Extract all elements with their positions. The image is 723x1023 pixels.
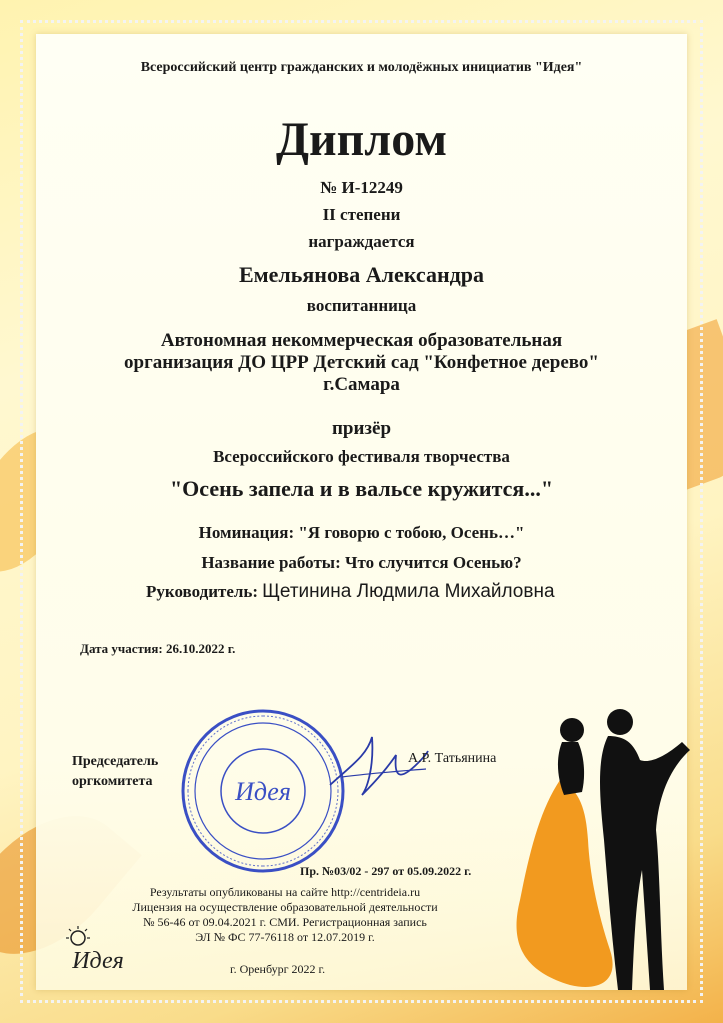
festival-name: "Осень запела и в вальсе кружится..." [169, 476, 554, 501]
document-title: Диплом [275, 113, 448, 166]
diploma-degree: II степени [322, 205, 401, 224]
recipient-status: воспитанница [306, 296, 417, 315]
recipient-name: Емельянова Александра [238, 262, 484, 287]
participation-date: Дата участия: 26.10.2022 г. [80, 641, 236, 656]
publication-line-1: Результаты опубликованы на сайте http://centrideia.ru [149, 885, 421, 899]
chair-title [72, 752, 158, 792]
institution-line-1: Автономная некоммерческая образовательная [160, 330, 563, 351]
institution [0, 330, 723, 396]
publication-info [90, 885, 480, 945]
chair-line-1: Председатель [72, 754, 159, 769]
idea-logo-icon [62, 924, 142, 976]
order-number: Пр. №03/02 - 297 от 05.09.2022 г. [300, 864, 472, 878]
svg-text:Идея: Идея [235, 777, 291, 806]
festival-label: Всероссийского фестиваля творчества [213, 447, 510, 466]
publication-line-4: ЭЛ № ФС 77-76118 от 12.07.2019 г. [195, 930, 375, 944]
diploma-number: № И-12249 [320, 178, 403, 197]
institution-city: г.Самара [323, 374, 400, 395]
leader-name: Щетинина Людмила Михайловна [262, 581, 555, 602]
leader-label: Руководитель: [146, 582, 259, 601]
dancers-illustration [500, 700, 705, 1000]
chair-line-2: оргкомитета [72, 774, 153, 789]
publication-line-2: Лицензия на осуществление образовательной деятельности [132, 900, 438, 914]
prize-text: призёр [331, 418, 392, 439]
svg-text:Идея: Идея [72, 948, 124, 974]
signer-name: А.Р. Татьянина [408, 751, 497, 766]
work-title: Название работы: Что случится Осенью? [201, 553, 522, 572]
institution-line-2: организация ДО ЦРР Детский сад "Конфетное дерево" [124, 352, 599, 373]
organization-name: Всероссийский центр гражданских и молодёжных инициатив "Идея" [140, 60, 583, 75]
awarded-text: награждается [308, 232, 415, 251]
publication-line-3: № 56-46 от 09.04.2021 г. СМИ. Регистрационная запись [143, 915, 427, 929]
nomination: Номинация: "Я говорю с тобою, Осень…" [198, 523, 525, 542]
leader [146, 581, 555, 603]
place-year: г. Оренбург 2022 г. [230, 962, 326, 976]
